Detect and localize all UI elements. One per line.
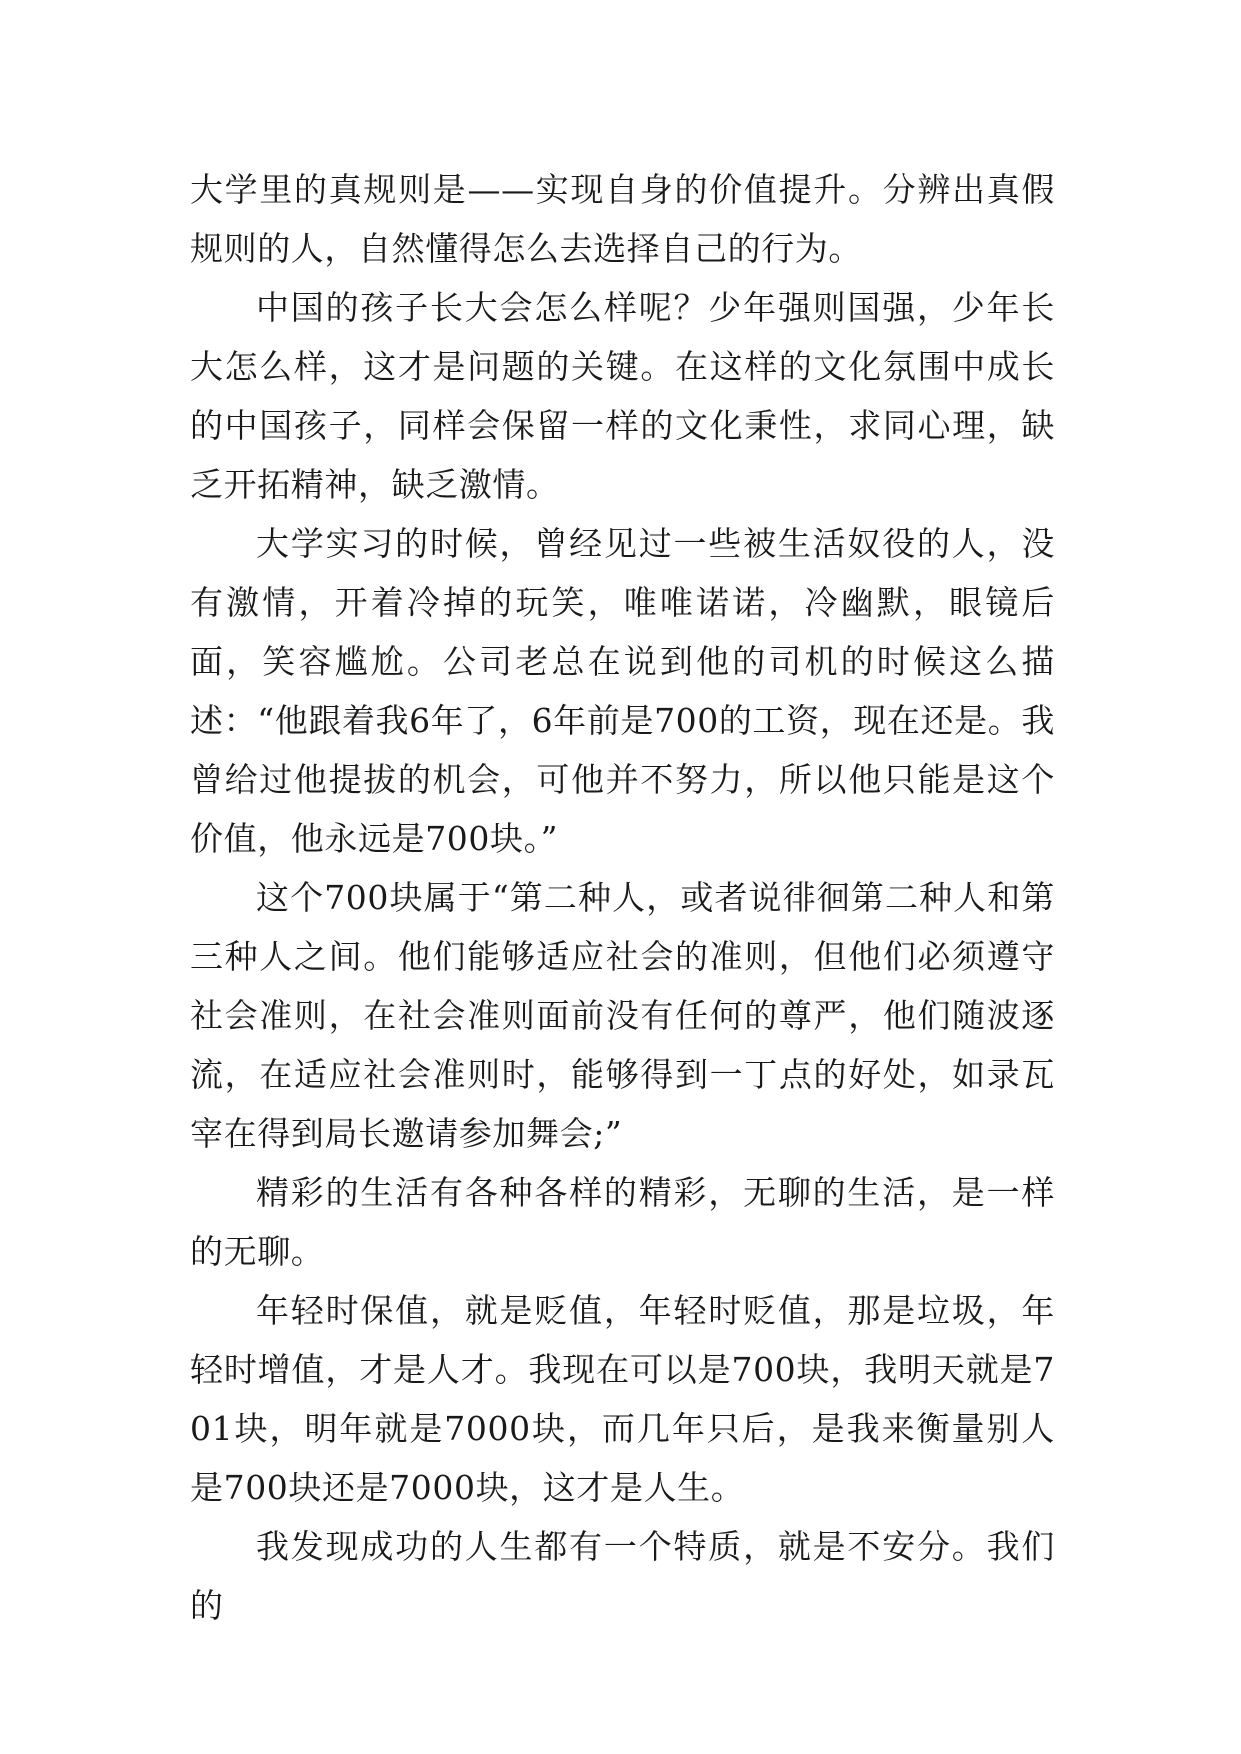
- paragraph-5: 精彩的生活有各种各样的精彩，无聊的生活，是一样的无聊。: [190, 1173, 1055, 1271]
- paragraph-2: 中国的孩子长大会怎么样呢？少年强则国强，少年长大怎么样，这才是问题的关键。在这样的文化氛围中成长的中国孩子，同样会保留一样的文化秉性，求同心理，缺乏开拓精神，缺乏激情。: [190, 288, 1055, 504]
- paragraph-4: 这个700块属于“第二种人，或者说徘徊第二种人和第三种人之间。他们能够适应社会的准则，但他们必须遵守社会准则，在社会准则面前没有任何的尊严，他们随波逐流，在适应社会准则时，能够得到一丁点的好处，如录瓦宰在得到局长邀请参加舞会;”: [190, 878, 1055, 1153]
- paragraph-3: 大学实习的时候，曾经见过一些被生活奴役的人，没有激情，开着冷掉的玩笑，唯唯诺诺，冷幽默，眼镜后面，笑容尴尬。公司老总在说到他的司机的时候这么描述：“他跟着我6年了，6年前是700的工资，现在还是。我曾给过他提拔的机会，可他并不努力，所以他只能是这个价值，他永远是700块。”: [190, 524, 1055, 858]
- paragraph-6: 年轻时保值，就是贬值，年轻时贬值，那是垃圾，年轻时增值，才是人才。我现在可以是700块，我明天就是701块，明年就是7000块，而几年只后，是我来衡量别人是700块还是7000块，这才是人生。: [190, 1291, 1055, 1507]
- paragraph-1: 大学里的真规则是——实现自身的价值提升。分辨出真假规则的人，自然懂得怎么去选择自己的行为。: [190, 170, 1055, 268]
- document-body: [190, 160, 1055, 1635]
- paragraph-7: 我发现成功的人生都有一个特质，就是不安分。我们的: [190, 1527, 1055, 1625]
